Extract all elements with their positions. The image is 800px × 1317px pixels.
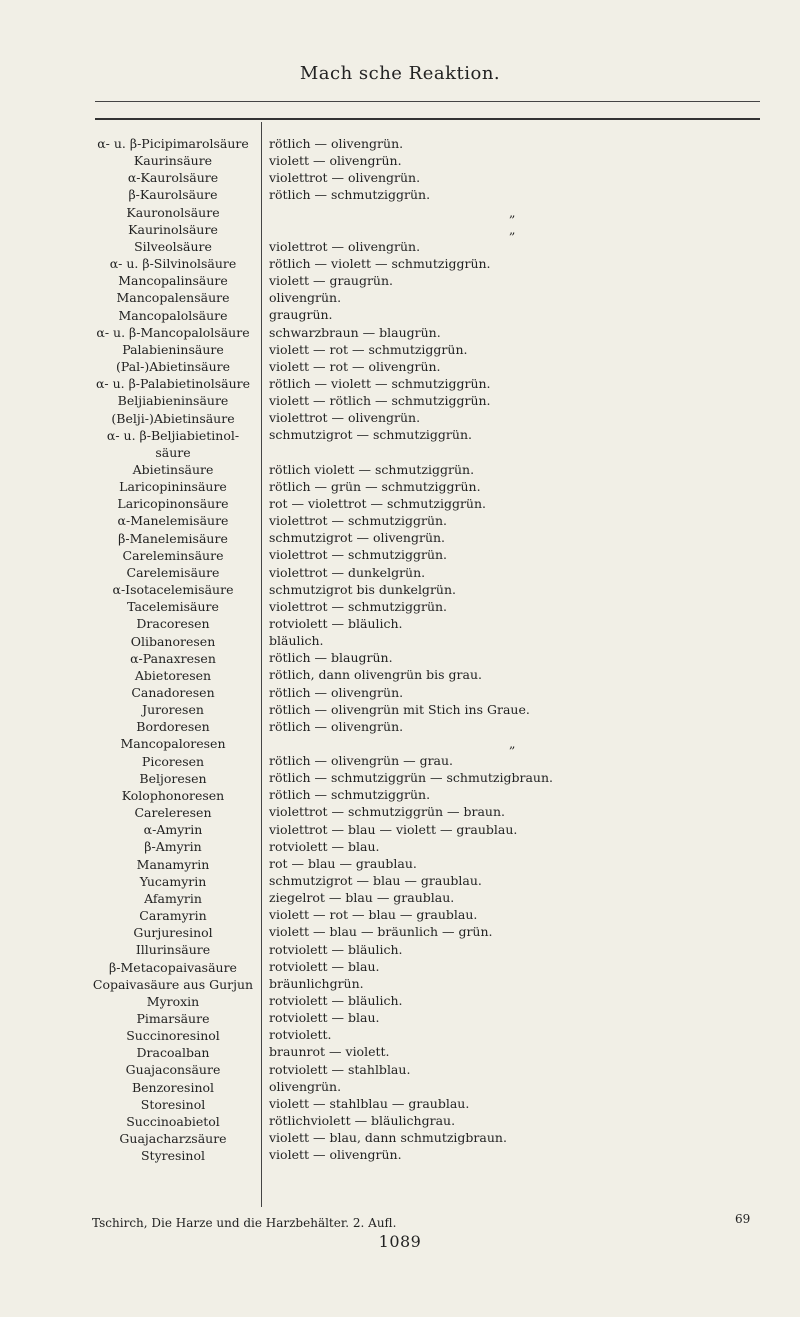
reaction-entry: rotviolett — stahlblau. — [269, 1061, 411, 1077]
reaction-entry: violettrot — schmutziggrün — braun. — [269, 804, 506, 820]
reaction-entry: violettrot — schmutziggrün. — [269, 598, 448, 614]
compound-name: β-Manelemisäure — [118, 530, 228, 546]
reaction-entry: rot — violettrot — schmutziggrün. — [269, 495, 486, 511]
compound-name: Kauronolsäure — [126, 204, 220, 220]
compound-name: Succinoresinol — [126, 1028, 220, 1044]
reaction-entry: rötlich — schmutziggrün — schmutzigbraun. — [269, 770, 554, 786]
compound-name: Succinoabietol — [126, 1113, 220, 1129]
reaction-entry: violett — stahlblau — graublau. — [269, 1095, 470, 1111]
compound-name: Mancopalinsäure — [118, 273, 228, 289]
compound-name: (Pal-)Abietinsäure — [115, 359, 231, 375]
reaction-entry: violettrot — olivengrün. — [269, 238, 421, 254]
compound-name: Illurinsäure — [135, 942, 211, 958]
compound-name: Laricopininsäure — [119, 479, 227, 495]
compound-name: Storesinol — [140, 1096, 206, 1112]
reaction-entry: violett — rot — schmutziggrün. — [269, 341, 468, 357]
compound-name: α- u. β-Silvinolsäure — [109, 256, 237, 272]
reaction-entry: violett — rot — blau — graublau. — [269, 907, 478, 923]
compound-name: Gurjuresinol — [133, 925, 213, 941]
compound-name: β-Kaurolsäure — [128, 187, 218, 203]
reaction-entry: violett — blau — bräunlich — grün. — [269, 924, 493, 940]
compound-name: Pimarsäure — [136, 1010, 210, 1026]
reaction-entry: bräunlichgrün. — [269, 975, 364, 991]
reaction-entry: schmutzigrot — olivengrün. — [269, 530, 446, 546]
compound-name: α- u. β-Picipimarolsäure — [97, 136, 249, 151]
compound-name: Olibanoresen — [130, 633, 216, 649]
compound-name: β-Metacopaivasäure — [109, 959, 237, 975]
compound-name: Abietoresen — [134, 667, 212, 683]
signature-number: 69 — [735, 1212, 751, 1226]
reaction-entry: ziegelrot — blau — graublau. — [269, 890, 455, 906]
compound-name: α-Manelemisäure — [117, 513, 229, 529]
reaction-entry: rötlichviolett — bläulichgrau. — [269, 1113, 456, 1129]
reaction-entry: violettrot — dunkelgrün. — [269, 564, 426, 580]
reaction-entry: schmutzigrot — blau — graublau. — [269, 873, 482, 889]
compound-name: Juroresen — [142, 702, 204, 718]
compound-name: Copaivasäure aus Gurjun — [92, 976, 254, 992]
reaction-entry: „ — [509, 221, 516, 237]
compound-name: Canadoresen — [131, 685, 215, 700]
reaction-entry: violett — graugrün. — [269, 273, 394, 289]
column-divider — [261, 122, 262, 1207]
compound-name: Beljiabieninsäure — [117, 393, 229, 409]
page-header: Mach sche Reaktion. — [299, 63, 501, 84]
reaction-entry: rötlich — olivengrün. — [269, 136, 404, 151]
compound-name: Guajacharzsäure — [119, 1131, 227, 1147]
reaction-entry: rötlich — olivengrün. — [269, 684, 404, 700]
compound-name: Tacelemisäure — [127, 599, 219, 615]
reaction-entry: violettrot — blau — violett — graublau. — [269, 821, 518, 837]
reaction-entry: rötlich — schmutziggrün. — [269, 787, 431, 803]
page-number: 1089 — [378, 1232, 422, 1251]
reaction-entry: violettrot — schmutziggrün. — [269, 547, 448, 563]
reaction-entry: rotviolett — bläulich. — [269, 993, 403, 1009]
compound-name: Palabieninsäure — [122, 341, 224, 357]
compound-name: Benzoresinol — [131, 1079, 215, 1095]
compound-name: Bordoresen — [136, 719, 210, 735]
reaction-entry: violettrot — schmutziggrün. — [269, 513, 448, 529]
reaction-entry: rotviolett — bläulich. — [269, 615, 403, 631]
compound-name: Dracoresen — [136, 616, 210, 632]
reaction-entry: rotviolett — blau. — [269, 1010, 380, 1026]
reaction-entry: violett — olivengrün. — [269, 153, 402, 169]
compound-name: Mancopalensäure — [116, 290, 230, 306]
compound-name: Picoresen — [141, 753, 205, 769]
header-rule-thin — [95, 101, 760, 102]
compound-name: Mancopaloresen — [120, 736, 226, 752]
reaction-entry: rötlich — schmutziggrün. — [269, 187, 431, 203]
compound-name: Afamyrin — [144, 890, 202, 906]
reaction-entry: violett — blau, dann schmutzigbraun. — [269, 1130, 507, 1146]
reaction-entry: violett — olivengrün. — [269, 1147, 402, 1163]
compound-name: Abietinsäure — [132, 461, 214, 477]
reaction-entry: rötlich, dann olivengrün bis grau. — [269, 667, 482, 683]
compound-name: Silveolsäure — [134, 238, 212, 254]
compound-name: säure — [155, 444, 191, 460]
reaction-entry: rotviolett — bläulich. — [269, 941, 403, 957]
compound-name: Laricopinonsäure — [117, 496, 229, 512]
compound-name: α- u. β-Mancopalolsäure — [96, 324, 250, 340]
reaction-entry: rotviolett — blau. — [269, 838, 380, 854]
compound-name: Careleresen — [134, 805, 212, 821]
reaction-entry: bläulich. — [269, 633, 324, 649]
compound-name: Carelemisäure — [126, 564, 220, 580]
reaction-entry: violettrot — olivengrün. — [269, 170, 421, 186]
compound-name: Myroxin — [146, 993, 200, 1009]
compound-name: α-Isotacelemisäure — [112, 582, 234, 598]
reaction-entry: braunrot — violett. — [269, 1044, 390, 1060]
reaction-entry — [269, 444, 789, 461]
compound-name: Dracoalban — [136, 1045, 210, 1061]
compound-name: Yucamyrin — [139, 873, 207, 889]
reaction-entry: „ — [509, 204, 516, 220]
compound-name: α- u. β-Beljiabietinol- — [106, 427, 240, 443]
reaction-entry: rötlich — olivengrün. — [269, 718, 404, 734]
reaction-entry: rötlich — blaugrün. — [269, 650, 393, 666]
reaction-entry: violett — rot — olivengrün. — [269, 358, 441, 374]
reaction-entry: rötlich — olivengrün mit Stich ins Graue. — [269, 701, 530, 717]
reaction-entry: rötlich — olivengrün — grau. — [269, 753, 454, 769]
compound-name: Beljoresen — [139, 770, 207, 786]
compound-name: Carelеminsäure — [122, 547, 224, 563]
reaction-entry: schmutzigrot — schmutziggrün. — [269, 427, 472, 443]
compound-name: Kaurinsäure — [133, 153, 213, 169]
reaction-entry: rötlich — violett — schmutziggrün. — [269, 375, 491, 391]
reaction-entry: graugrün. — [269, 307, 333, 323]
reaction-entry: rot — blau — graublau. — [269, 855, 417, 871]
compound-name: Mancopalolsäure — [118, 307, 228, 323]
reaction-entry: rotviolett — blau. — [269, 958, 380, 974]
reaction-entry: violett — rötlich — schmutziggrün. — [269, 393, 491, 409]
reaction-entry: olivengrün. — [269, 1078, 342, 1094]
compound-name: Caramyrin — [139, 908, 207, 924]
compound-name: (Belji-)Abietinsäure — [111, 410, 235, 426]
compound-name: Styresinol — [140, 1148, 205, 1164]
compound-name: Manamyrin — [136, 856, 210, 872]
compound-name: Guajaconsäure — [125, 1062, 221, 1078]
reaction-entry: olivengrün. — [269, 290, 342, 306]
compound-name: α-Panaxresen — [130, 650, 216, 666]
compound-column — [90, 135, 256, 1164]
reaction-entry: violettrot — olivengrün. — [269, 410, 421, 426]
compound-name: Kaurinolsäure — [128, 221, 218, 237]
reaction-entry: rötlich — violett — schmutziggrün. — [269, 255, 491, 271]
compound-name: Kolophonoresen — [121, 787, 225, 803]
compound-name: α- u. β-Palabietinolsäure — [95, 376, 251, 392]
reaction-entry: schwarzbraun — blaugrün. — [269, 324, 441, 340]
footer-citation: Tschirch, Die Harze und die Harzbehälter. 2. Aufl. — [92, 1216, 397, 1230]
reaction-entry: schmutzigrot bis dunkelgrün. — [269, 581, 456, 597]
compound-name: α-Kaurolsäure — [127, 170, 219, 186]
header-rule-thick — [95, 118, 760, 120]
reaction-entry: rotviolett. — [269, 1027, 332, 1043]
reaction-entry: rötlich — grün — schmutziggrün. — [269, 478, 481, 494]
reaction-entry: rötlich violett — schmutziggrün. — [269, 461, 475, 477]
compound-name: β-Amyrin — [144, 839, 202, 855]
compound-name: α-Amyrin — [143, 822, 203, 838]
reaction-entry: „ — [509, 735, 516, 751]
reaction-column — [269, 135, 789, 1163]
